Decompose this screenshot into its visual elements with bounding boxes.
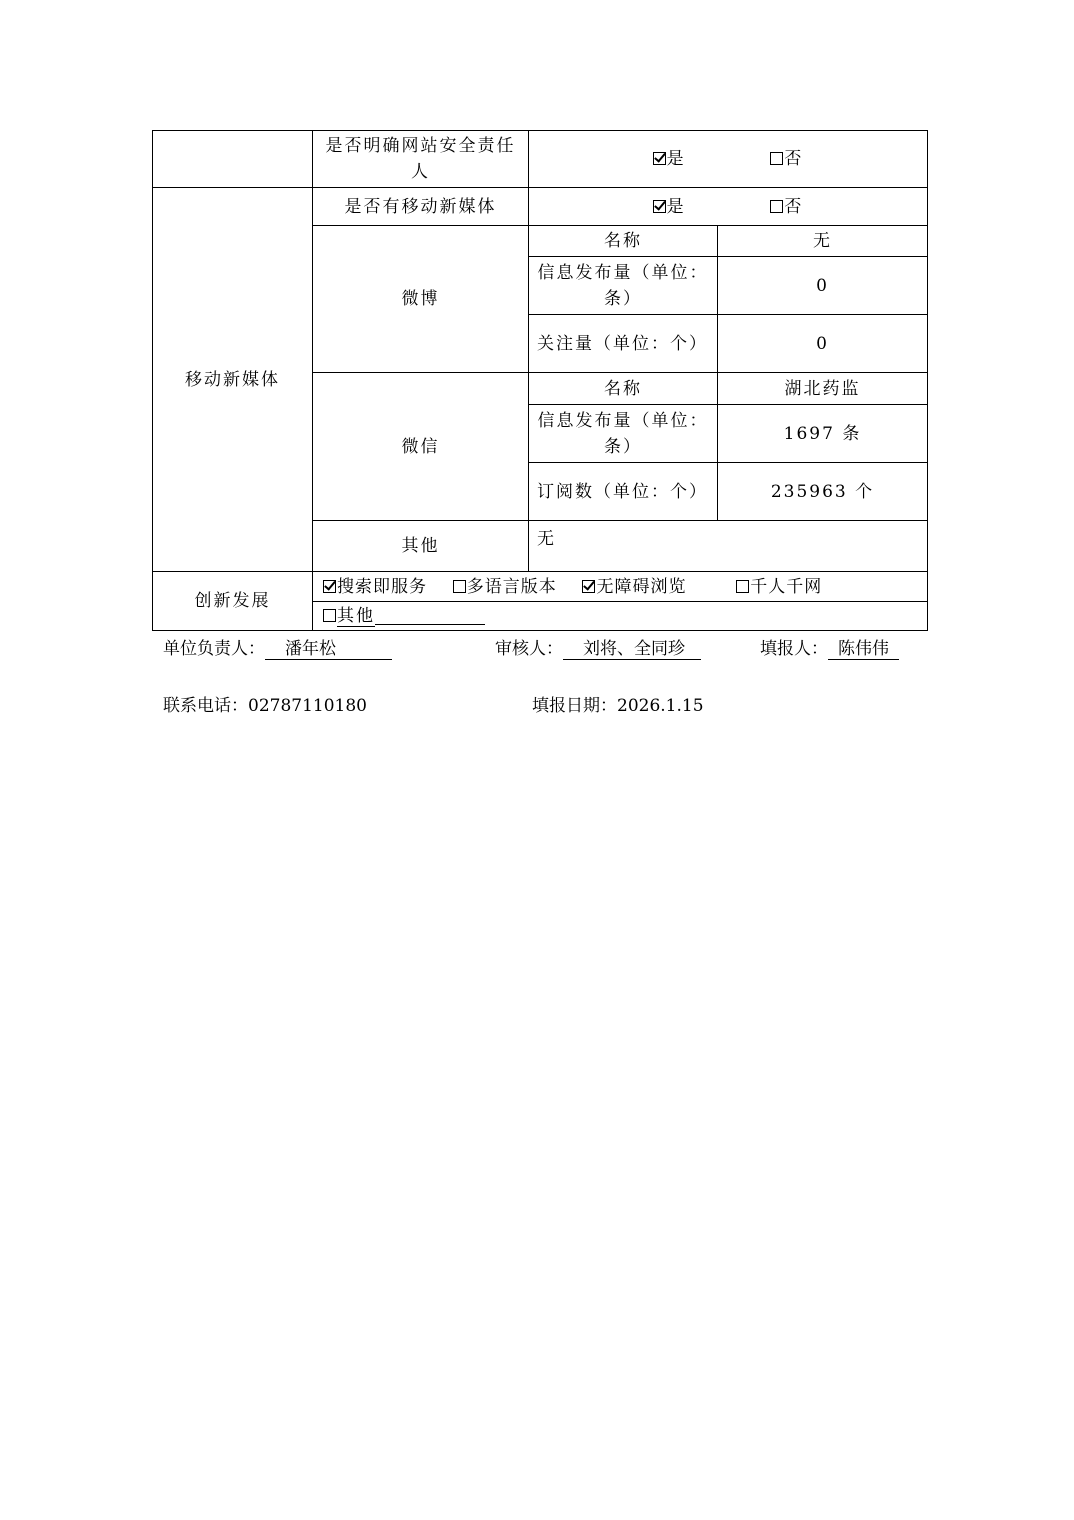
wechat-name-label: 名称 <box>529 373 718 405</box>
security-answer <box>529 131 928 188</box>
weibo-followers-label: 关注量（单位：个） <box>529 315 718 373</box>
no-checkbox[interactable]: 否 <box>770 193 803 221</box>
personalized-checkbox[interactable]: 千人千网 <box>736 573 822 601</box>
leader-name: 潘年松 <box>265 639 392 660</box>
leader-line: 单位负责人： 潘年松 <box>163 634 392 660</box>
checkbox-checked-icon <box>653 152 666 165</box>
search-service-checkbox[interactable]: 搜索即服务 <box>323 573 427 601</box>
empty-cell <box>153 131 313 188</box>
date-value: 2026.1.15 <box>617 696 704 716</box>
other-value: 无 <box>529 521 928 572</box>
checkbox-empty-icon <box>736 580 749 593</box>
weibo-name-value: 无 <box>718 226 928 257</box>
checkbox-empty-icon <box>770 200 783 213</box>
reviewer-line: 审核人： 刘将、全同珍 <box>495 634 701 660</box>
yes-checkbox[interactable]: 是 <box>653 193 686 221</box>
innovation-other <box>313 602 928 631</box>
date-line: 填报日期：2026.1.15 <box>532 696 704 716</box>
has-mobile-answer <box>529 188 928 226</box>
other-blank[interactable] <box>375 606 485 625</box>
weibo-followers-value: 0 <box>718 315 928 373</box>
yes-checkbox[interactable]: 是 <box>653 145 686 173</box>
checkbox-checked-icon <box>323 580 336 593</box>
weibo-posts-value: 0 <box>718 257 928 315</box>
checkbox-checked-icon <box>653 200 666 213</box>
no-checkbox[interactable]: 否 <box>770 145 803 173</box>
weibo-label: 微博 <box>313 226 529 373</box>
wechat-subs-value: 235963 个 <box>718 463 928 521</box>
wechat-label: 微信 <box>313 373 529 521</box>
phone-line: 联系电话：02787110180 <box>163 696 367 716</box>
checkbox-empty-icon <box>323 609 336 622</box>
filler-line: 填报人： 陈伟伟 <box>760 634 899 660</box>
other-checkbox[interactable]: 其他 <box>323 602 485 630</box>
weibo-name-label: 名称 <box>529 226 718 257</box>
wechat-name-value: 湖北药监 <box>718 373 928 405</box>
wechat-posts-value: 1697 条 <box>718 405 928 463</box>
innovation-label: 创新发展 <box>153 572 313 631</box>
wechat-posts-label: 信息发布量（单位：条） <box>529 405 718 463</box>
other-label: 其他 <box>313 521 529 572</box>
innovation-options <box>313 572 928 602</box>
report-table <box>152 130 928 631</box>
accessibility-checkbox[interactable]: 无障碍浏览 <box>582 573 686 601</box>
wechat-subs-label: 订阅数（单位：个） <box>529 463 718 521</box>
checkbox-empty-icon <box>770 152 783 165</box>
security-question: 是否明确网站安全责任人 <box>313 131 529 188</box>
reviewer-name: 刘将、全同珍 <box>563 639 701 660</box>
multilang-checkbox[interactable]: 多语言版本 <box>453 573 557 601</box>
checkbox-empty-icon <box>453 580 466 593</box>
mobile-section-label: 移动新媒体 <box>153 188 313 572</box>
filler-name: 陈伟伟 <box>828 639 899 660</box>
has-mobile-question: 是否有移动新媒体 <box>313 188 529 226</box>
phone-value: 02787110180 <box>248 696 367 716</box>
weibo-posts-label: 信息发布量（单位：条） <box>529 257 718 315</box>
checkbox-checked-icon <box>582 580 595 593</box>
